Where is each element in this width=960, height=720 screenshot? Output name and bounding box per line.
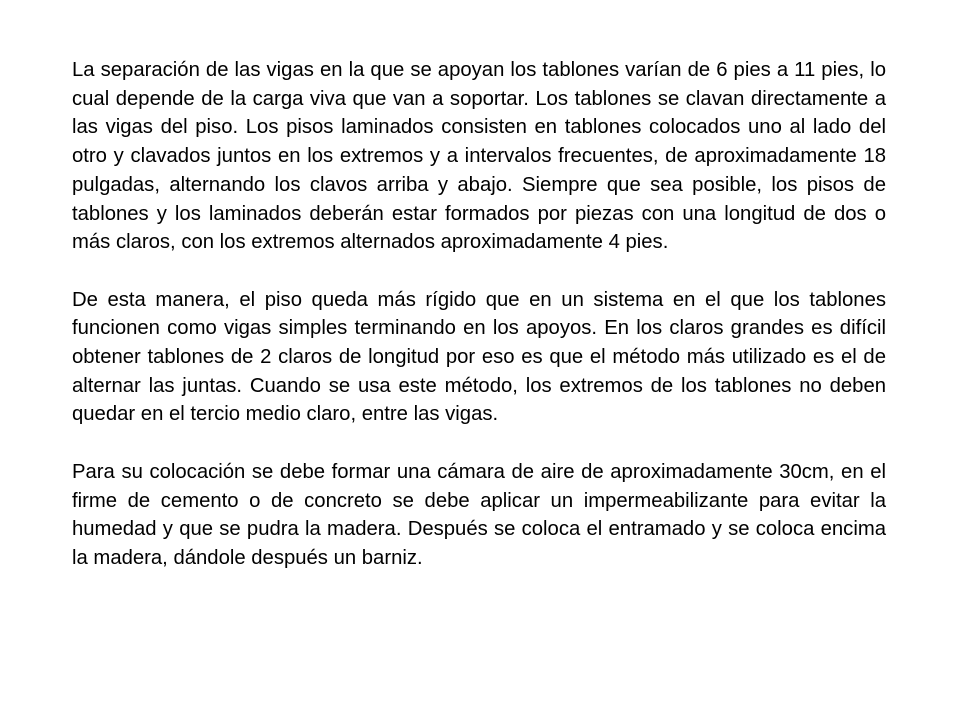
paragraph-1: La separación de las vigas en la que se apoyan los tablones varían de 6 pies a 11 pies, lo cual depende de la carga viva que van a soportar. Los tablones se clavan directamente a las vigas del piso. Los pisos laminados consisten en tablones colocados uno al lado del otro y clavados juntos en los extremos y a intervalos frecuentes, de aproximadamente 18 pulgadas, alternando los clavos arriba y abajo. Siempre que sea posible, los pisos de tablones y los laminados deberán estar formados por piezas con una longitud de dos o más claros, con los extremos alternados aproximadamente 4 pies. xyxy=(72,59,886,254)
paragraph-3: Para su colocación se debe formar una cámara de aire de aproximadamente 30cm, en el firme de cemento o de concreto se debe aplicar un impermeabilizante para evitar la humedad y que se pudra la madera. Después se coloca el entramado y se coloca encima la madera, dándole después un barniz. xyxy=(72,460,886,569)
body-text xyxy=(72,56,886,573)
paragraph-2: De esta manera, el piso queda más rígido que en un sistema en el que los tablones funcionen como vigas simples terminando en los apoyos. En los claros grandes es difícil obtener tablones de 2 claros de longitud por eso es que el método más utilizado es el de alternar las juntas. Cuando se usa este método, los extremos de los tablones no deben quedar en el tercio medio claro, entre las vigas. xyxy=(72,288,886,426)
